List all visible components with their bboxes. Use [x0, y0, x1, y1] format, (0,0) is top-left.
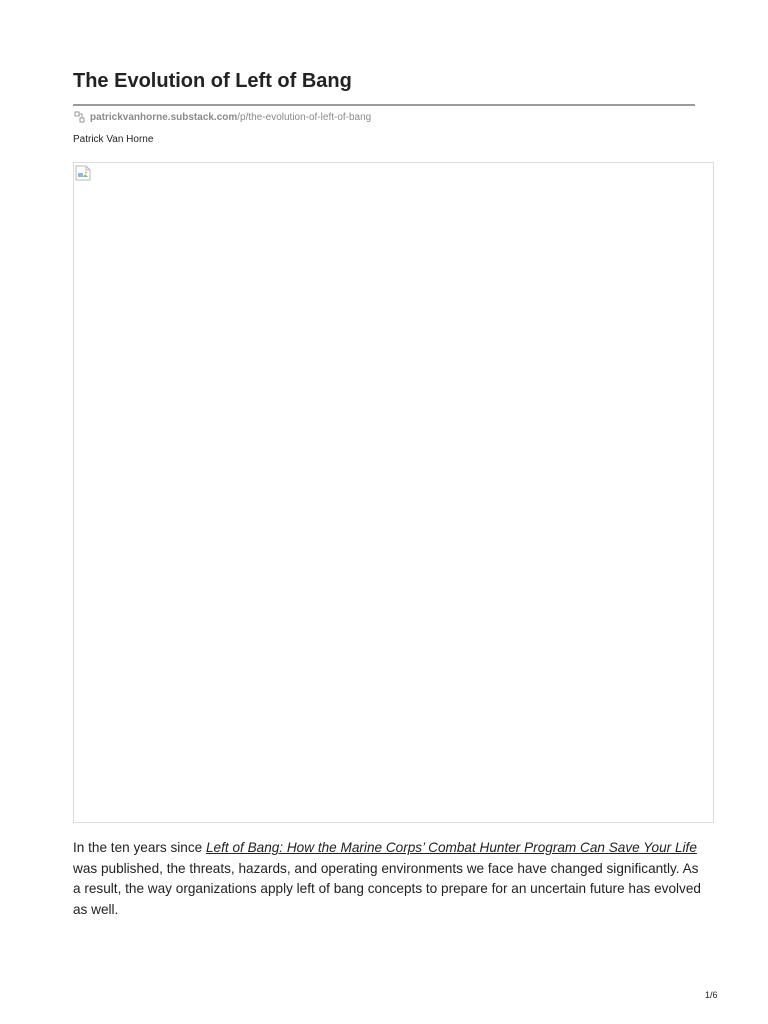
book-title-link[interactable]: Left of Bang: How the Marine Corps’ Combat Hunter Program Can Save Your Life: [206, 840, 697, 855]
broken-image-icon: [75, 165, 91, 181]
article-paragraph: [73, 838, 701, 920]
paragraph-text-start: In the ten years since: [73, 840, 206, 855]
author-name: Patrick Van Horne: [73, 134, 154, 145]
source-path[interactable]: /p/the-evolution-of-left-of-bang: [237, 111, 372, 123]
link-icon: [74, 111, 86, 123]
paragraph-text-end: was published, the threats, hazards, and operating environments we face have changed significantly. As a result, the way organizations apply left of bang concepts to prepare for an uncertain future has evolved as well.: [73, 860, 701, 917]
source-domain[interactable]: patrickvanhorne.substack.com: [90, 111, 238, 123]
page-number: 1/6: [705, 990, 718, 1000]
title-divider: [73, 104, 695, 106]
source-url[interactable]: [74, 111, 371, 123]
article-image: [73, 162, 714, 823]
article-title: The Evolution of Left of Bang: [73, 70, 352, 92]
